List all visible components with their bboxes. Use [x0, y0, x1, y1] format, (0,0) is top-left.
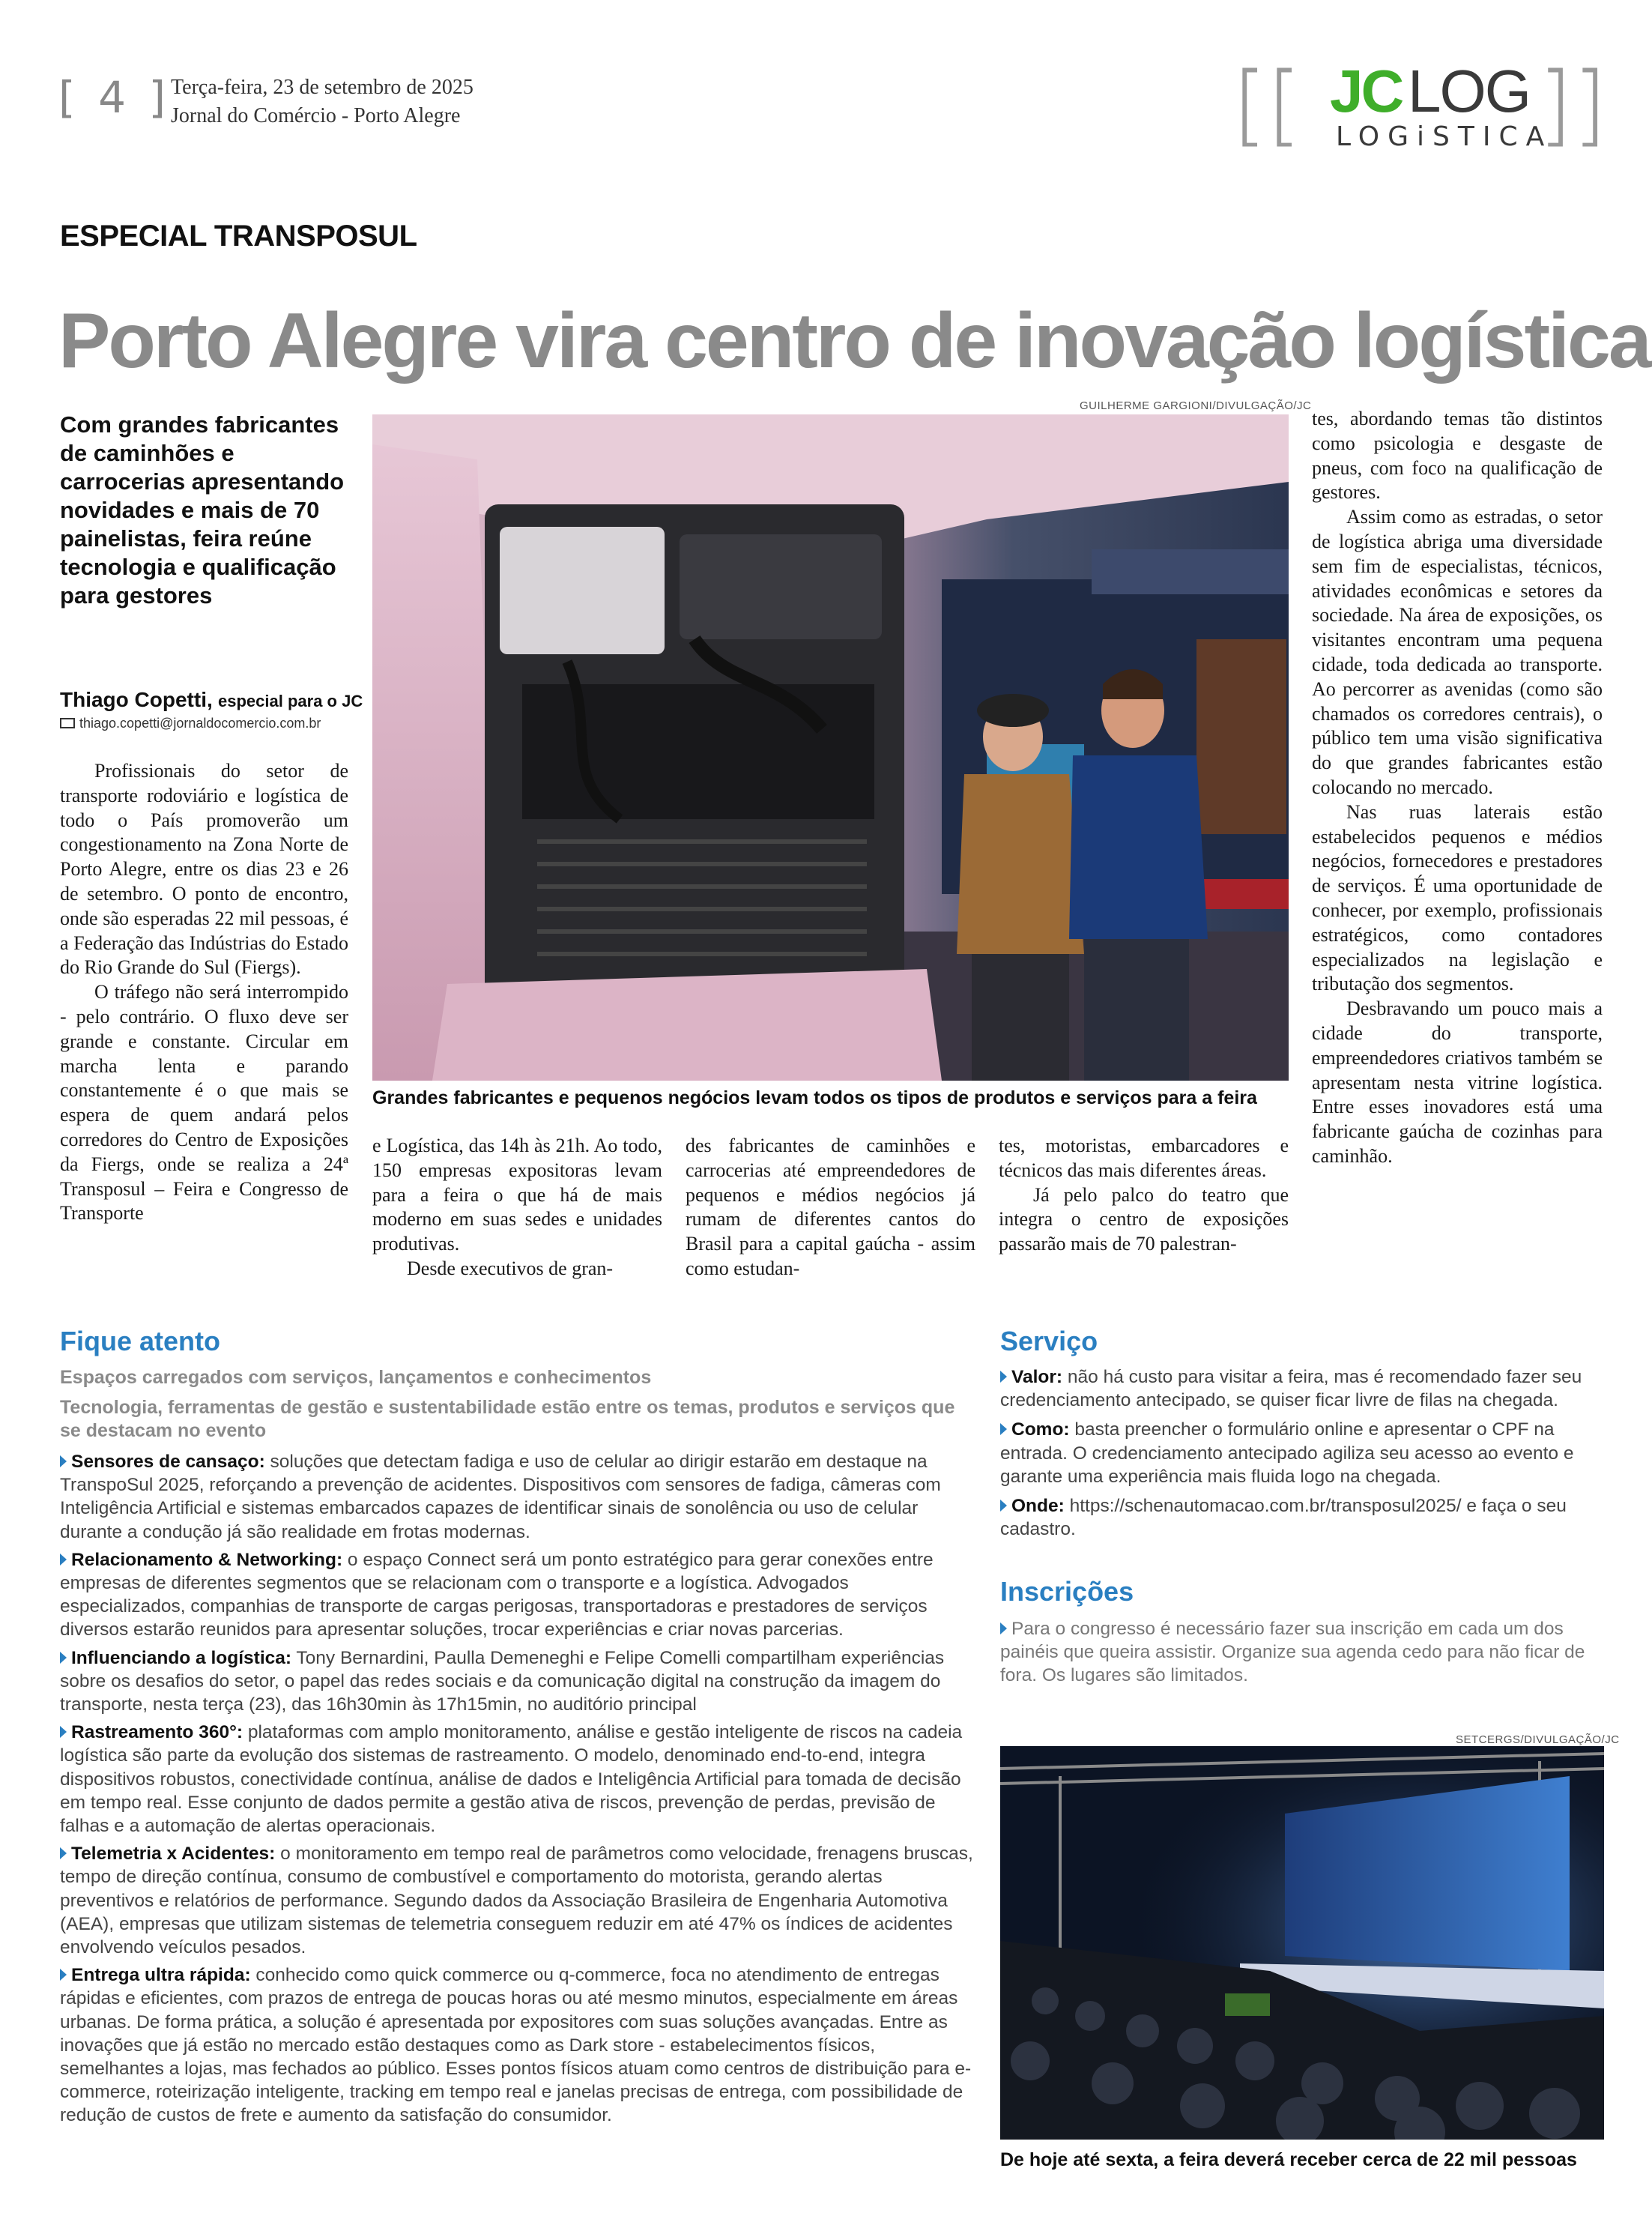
logo-jc: JC — [1330, 58, 1403, 124]
item-label: Onde: — [1011, 1496, 1065, 1517]
paragraph: Profissionais do setor de transporte rodoviário e logística de todo o País promoverão um congestionamento na Zona Norte de Porto Alegre, entre os dias 23 e 26 de setembro. O ponto de encontro, onde são esperadas 22 mil pessoas, é a Federação das Indústrias do Estado do Rio Grande do Sul (Fiergs). — [60, 760, 348, 979]
envelope-icon — [60, 718, 75, 728]
arrow-icon — [1000, 1423, 1007, 1435]
photo-caption: Grandes fabricantes e pequenos negócios levam todos os tipos de produtos e serviços para a feira — [372, 1087, 1257, 1108]
body-column-1 — [60, 759, 348, 1226]
fique-atento-subtitle-2: Tecnologia, ferramentas de gestão e sustentabilidade estão entre os temas, produtos e serviços que se destacam no evento — [60, 1397, 955, 1441]
body-column-3 — [686, 1134, 975, 1281]
item-label: Como: — [1011, 1419, 1070, 1440]
paragraph: O tráfego não será interrompido - pelo contrário. O fluxo deve ser grande e constante. Circular em marcha lenta e parando constantemente é o que mais se espera de quem andará pelos corredores do Centro de Exposições da Fiergs, onde se realiza a 24ª Transposul – Feira e Congresso de Transporte — [60, 981, 348, 1225]
arrow-icon — [1000, 1371, 1007, 1383]
issue-date: Terça-feira, 23 de setembro de 2025 — [171, 76, 473, 99]
byline — [60, 688, 363, 712]
inscricoes-body: Para o congresso é necessário fazer sua inscrição em cada um dos painéis que queira assistir. Organize sua agenda cedo para não ficar de fora. Os lugares são limitados. — [1000, 1619, 1585, 1686]
paragraph: tes, motoristas, embarcadores e técnicos das mais diferentes áreas. — [999, 1135, 1289, 1181]
logo-log: LOG — [1408, 58, 1530, 124]
paragraph: e Logística, das 14h às 21h. Ao todo, 150 empresas expositoras levam para a feira o que há de mais moderno em suas sedes e unidades produtivas. — [372, 1135, 662, 1255]
headline: Porto Alegre vira centro de inovação logística — [58, 298, 1650, 384]
item-text: o espaço Connect será um ponto estratégico para gerar conexões entre empresas de diferentes segmentos que se relacionam com o transporte e a logística. Advogados especializados, companhias de transporte de cargas perigosas, transportadoras e prestadores de serviços diversos estarão reunidos para apresentar soluções, trocar experiências e criar novas parcerias. — [60, 1549, 934, 1640]
list-item — [60, 1842, 974, 1959]
deck: Com grandes fabricantes de caminhões e carrocerias apresentando novidades e mais de 70 painelistas, feira reúne tecnologia e qualificação para gestores — [60, 411, 345, 609]
author-name: Thiago Copetti, — [60, 688, 213, 711]
arrow-icon — [60, 1554, 67, 1566]
list-item — [60, 1450, 974, 1544]
author-email-text: thiago.copetti@jornaldocomercio.com.br — [79, 716, 321, 731]
list-item — [1000, 1365, 1600, 1412]
item-text: Tony Bernardini, Paulla Demeneghi e Felipe Comelli compartilham experiências sobre os desafios do setor, o papel das redes sociais e da comunicação digital na construção da imagem do transporte, nesta terça (23), das 16h30min às 17h15min, no auditório principal — [60, 1647, 945, 1715]
arrow-icon — [60, 1847, 67, 1859]
list-item — [1000, 1418, 1600, 1488]
paper-name: Jornal do Comércio - Porto Alegre — [171, 104, 461, 127]
item-text: soluções que detectam fadiga e uso de celular ao dirigir estarão em destaque na TranspoSul 2025, reforçando a prevenção de acidentes. Dispositivos com sensores de fadiga, câmeras com Inteligência Artificial e sistemas embarcados capazes de identificar sinais de sonolência ou uso de celular durante a condução já são realidade em frotas modernas. — [60, 1452, 941, 1542]
list-item — [60, 1548, 974, 1642]
paragraph: Desbravando um pouco mais a cidade do transporte, empreendedores criativos também se apresentam nesta vitrine logística. Entre esses inovadores está uma fabricante gaúcha de cozinhas para caminhão. — [1312, 997, 1603, 1167]
body-column-4 — [999, 1134, 1289, 1257]
paragraph: tes, abordando temas tão distintos como psicologia e desgaste de pneus, com foco na qualificação de gestores. — [1312, 408, 1603, 504]
inscricoes-title: Inscrições — [1000, 1576, 1134, 1607]
item-label: Influenciando a logística: — [71, 1647, 292, 1668]
paragraph: Desde executivos de gran- — [407, 1257, 614, 1279]
photo-credit: GUILHERME GARGIONI/DIVULGAÇÃO/JC — [1080, 399, 1312, 412]
servico-title: Serviço — [1000, 1326, 1098, 1356]
list-item — [60, 1646, 974, 1717]
item-text: basta preencher o formulário online e apresentar o CPF na entrada. O credenciamento antecipado agiliza seu acesso ao evento e garante uma experiência mais fluida logo na chegada. — [1000, 1419, 1574, 1487]
logo-bracket-right: ]] — [1537, 52, 1607, 156]
photo-caption-2: De hoje até sexta, a feira deverá receber cerca de 22 mil pessoas — [1000, 2149, 1577, 2170]
paragraph: Nas ruas laterais estão estabelecidos pequenos e médios negócios, fornecedores e prestadores de serviços. É uma oportunidade de conhecer, por exemplo, profissionais estratégicos, como contadores especializados na legislação e tributação dos segmentos. — [1312, 800, 1603, 995]
item-label: Entrega ultra rápida: — [71, 1965, 251, 1986]
body-column-2 — [372, 1134, 662, 1281]
list-item — [60, 1721, 974, 1838]
section-tag: ESPECIAL TRANSPOSUL — [60, 220, 417, 253]
paragraph: Assim como as estradas, o setor de logística abriga uma diversidade sem fim de especialistas, técnicos, atividades econômicas e setores da sociedade. Na área de exposições, os visitantes encontram uma pequena cidade, toda dedicada ao transporte. Ao percorrer as avenidas (como são chamados os corredores centrais), o público tem uma visão significativa do que grandes fabricantes estão colocando no mercado. — [1312, 506, 1603, 798]
item-label: Telemetria x Acidentes: — [71, 1844, 276, 1865]
item-text: https://schenautomacao.com.br/transposul2025/ e faça o seu cadastro. — [1000, 1496, 1567, 1540]
item-label: Relacionamento & Networking: — [71, 1549, 343, 1570]
photo-credit-2: SETCERGS/DIVULGAÇÃO/JC — [1456, 1733, 1620, 1746]
author-role: especial para o JC — [218, 692, 363, 710]
arrow-icon — [1000, 1622, 1007, 1634]
main-photo — [372, 414, 1289, 1081]
auditorium-photo — [1000, 1746, 1604, 2140]
item-text: o monitoramento em tempo real de parâmetros como velocidade, frenagens bruscas, tempo de direção contínua, consumo de combustível e comportamento do motorista, gerando alertas preventivos e relatórios de performance. Segundo dados da Associação Brasileira de Engenharia Automotiva (AEA), empresas que utilizam sistemas de telemetria conseguem reduzir em até 47% os índices de acidentes envolvendo veículos pesados. — [60, 1844, 973, 1958]
item-text: plataformas com amplo monitoramento, análise e gestão inteligente de riscos na cadeia logística são parte da evolução dos sistemas de rastreamento. O modelo, denominado end-to-end, integra dispositivos robustos, conectividade contínua, análise de dados e Inteligência Artificial para tomada de decisão em tempo real. Esse conjunto de dados permite a gestão ativa de riscos, prevenção de perdas, previsão de falhas e a automação de alertas operacionais. — [60, 1722, 963, 1837]
fique-atento-subtitle: Espaços carregados com serviços, lançamentos e conhecimentos — [60, 1367, 652, 1388]
jclog-logo — [1232, 52, 1607, 156]
item-label: Rastreamento 360°: — [71, 1722, 243, 1743]
date-block — [171, 73, 473, 130]
arrow-icon — [60, 1726, 67, 1738]
list-item — [60, 1963, 974, 2127]
servico-list — [1000, 1365, 1600, 1547]
logo-bracket-left: [[ — [1232, 52, 1302, 156]
item-text: não há custo para visitar a feira, mas é recomendado fazer seu credenciamento antecipado, se quiser ficar livre de filas na chegada. — [1000, 1367, 1582, 1411]
arrow-icon — [60, 1455, 67, 1467]
logo-subtitle: LOGiSTICA — [1336, 121, 1553, 152]
page-number: [ 4 ] — [58, 72, 171, 123]
fique-atento-title: Fique atento — [60, 1326, 220, 1356]
paragraph: Já pelo palco do teatro que integra o centro de exposições passarão mais de 70 palestran- — [999, 1183, 1289, 1255]
author-email[interactable] — [60, 716, 321, 731]
inscricoes-text — [1000, 1617, 1600, 1688]
arrow-icon — [60, 1969, 67, 1981]
arrow-icon — [1000, 1500, 1007, 1512]
auditorium-illustration — [1000, 1746, 1604, 2140]
truck-expo-illustration — [372, 414, 1289, 1081]
paragraph: des fabricantes de caminhões e carrocerias até empreendedores de pequenos e médios negócios já rumam de diferentes cantos do Brasil para a capital gaúcha - assim como estudan- — [686, 1135, 975, 1279]
item-label: Valor: — [1011, 1367, 1063, 1387]
item-text: conhecido como quick commerce ou q-commerce, foca no atendimento de entregas rápidas e eficientes, com prazos de entrega de poucas horas ou até mesmo minutos, especialmente em áreas urbanas. De forma prática, a solução é apresentada por expositores com suas soluções avançadas. Entre as inovações que já estão no mercado estão destaques como as Dark store - estabelecimentos físicos, semelhantes a lojas, mas fechados ao público. Esses pontos físicos atuam como centros de distribuição para e-commerce, roteirização inteligente, tracking em tempo real e janelas precisas de entrega, com possibilidade de redução de custos de frete e aumento da satisfação do consumidor. — [60, 1965, 972, 2126]
list-item[interactable] — [1000, 1494, 1600, 1541]
arrow-icon — [60, 1652, 67, 1664]
body-column-5 — [1312, 407, 1603, 1169]
item-label: Sensores de cansaço: — [71, 1452, 265, 1472]
fique-atento-list — [60, 1450, 974, 2132]
